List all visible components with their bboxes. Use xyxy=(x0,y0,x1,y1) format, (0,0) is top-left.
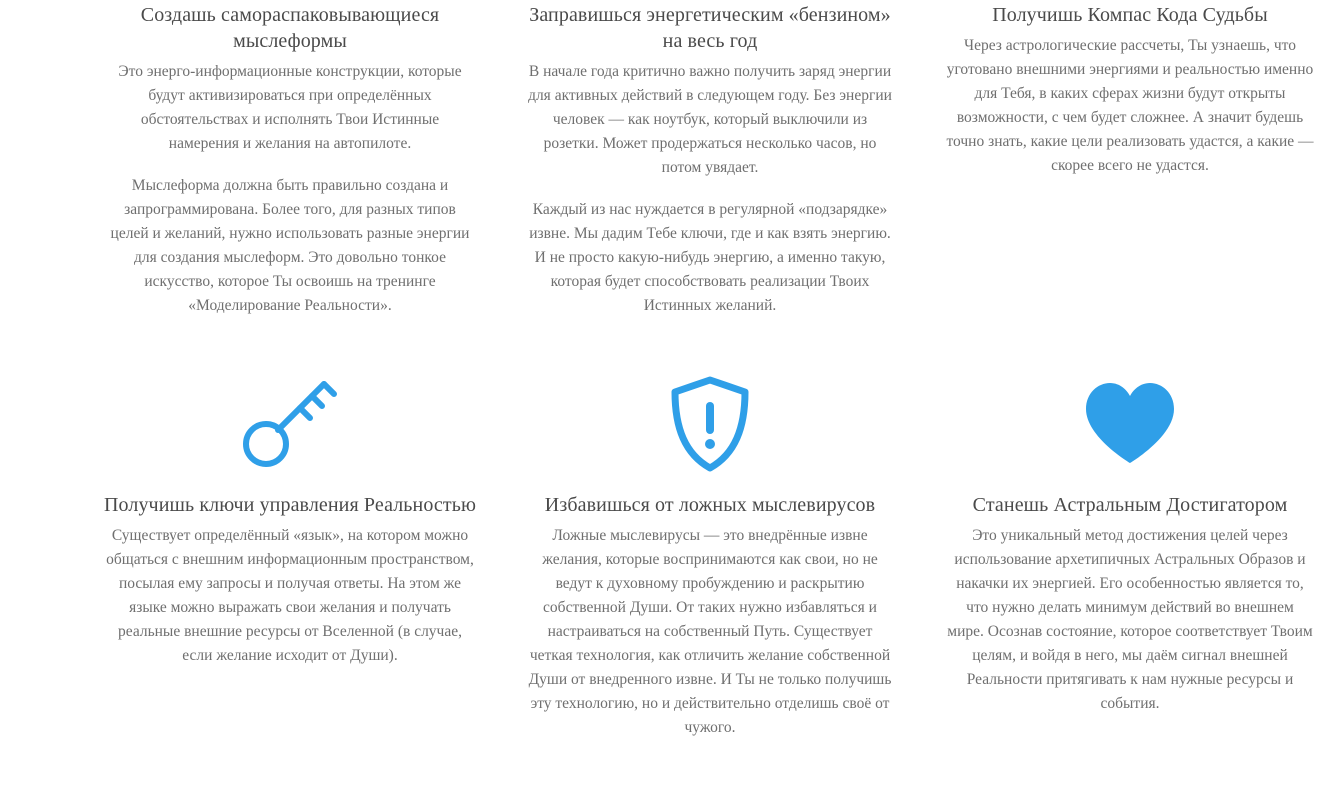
benefits-row-top xyxy=(0,0,1322,318)
heart-icon xyxy=(940,364,1320,484)
key-icon xyxy=(100,364,480,484)
benefit-card-become-astral-achiever xyxy=(940,318,1320,740)
card-paragraph: Это энерго-информационные конструкции, которые будут активизироваться при определённых обстоятельствах и исполнять Твои Истинные намерения и желания на автопилоте. xyxy=(118,63,462,152)
benefit-card-create-self-unpacking-thoughtforms xyxy=(100,2,480,318)
benefits-row-bottom xyxy=(0,318,1322,740)
shield-alert-icon xyxy=(520,364,900,484)
card-paragraph: Ложные мыслевирусы — это внедрённые извне желания, которые воспринимаются как свои, но не ведут к духовному пробуждению и раскрытию собственной Души. От таких нужно избавляться и настраиваться на собственный Путь. Существует четкая технология, как отличить желание собственной Души от внедренного извне. И Ты не только получишь эту технологию, но и действительно отделишь своё от чужого. xyxy=(528,527,892,736)
benefit-card-fuel-up-with-energy xyxy=(520,2,900,318)
card-title: Получишь ключи управления Реальностью xyxy=(103,494,477,516)
card-title: Избавишься от ложных мыслевирусов xyxy=(544,494,876,516)
card-paragraph: Мыслеформа должна быть правильно создана и запрограммирована. Более того, для разных типов целей и желаний, нужно использовать разные энергии для создания мыслеформ. Это довольно тонкое искусство, которое Ты освоишь на тренинге «Моделирование Реальности». xyxy=(110,177,470,314)
card-paragraph: Каждый из нас нуждается в регулярной «подзарядке» извне. Мы дадим Тебе ключи, где и как взять энергию. И не просто какую-нибудь энергию, а именно такую, которая будет способствовать реализации Твоих Истинных желаний. xyxy=(529,201,891,314)
card-title: Заправишься энергетическим «бензином» на весь год xyxy=(529,4,891,52)
card-title: Получишь Компас Кода Судьбы xyxy=(992,4,1268,26)
benefit-card-get-rid-of-false-thought-viruses xyxy=(520,318,900,740)
benefit-card-compass-of-destiny-code xyxy=(940,2,1320,318)
card-title: Создашь самораспаковывающиеся мыслеформы xyxy=(140,4,440,52)
card-paragraph: В начале года критично важно получить заряд энергии для активных действий в следующем году. Без энергии человек — как ноутбук, который выключили из розетки. Может продержаться несколько часов, но потом увядает. xyxy=(528,63,892,176)
card-paragraph: Это уникальный метод достижения целей через использование архетипичных Астральных Образов и накачки их энергией. Его особенностью является то, что нужно делать минимум действий во внешнем мире. Осознав состояние, которое соответствует Твоим целям, и войдя в него, мы даём сигнал внешней Реальности притягивать к нам нужные ресурсы и события. xyxy=(947,527,1313,712)
card-paragraph: Через астрологические рассчеты, Ты узнаешь, что уготовано внешними энергиями и реальностью именно для Тебя, в каких сферах жизни будут открыты возможности, с чем будет сложнее. А значит будешь точно знать, какие цели реализовать удастся, а какие — скорее всего не удастся. xyxy=(946,37,1314,174)
benefit-card-keys-to-control-reality xyxy=(100,318,480,740)
card-title: Станешь Астральным Достигатором xyxy=(972,494,1288,516)
card-paragraph: Существует определённый «язык», на котором можно общаться с внешним информационным пространством, посылая ему запросы и получая ответы. На этом же языке можно выражать свои желания и получать реальные внешние ресурсы от Вселенной (в случае, если желание исходит от Души). xyxy=(106,527,474,664)
